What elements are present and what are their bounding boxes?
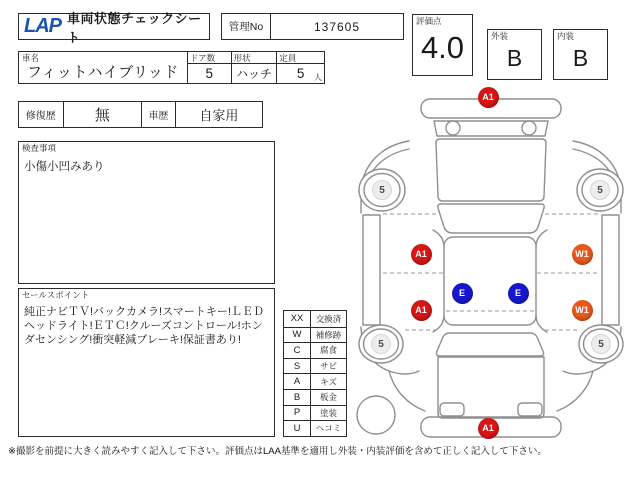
rear-window <box>436 333 543 356</box>
damage-legend-table <box>283 310 347 437</box>
damage-marker: A1 <box>411 244 432 265</box>
damage-marker: A1 <box>411 300 432 321</box>
interior-grade: B <box>572 45 589 71</box>
footer-note: ※撮影を前提に大きく読みやすく記入して下さい。評価点はLAA基準を適用し外装・内装評価を含めて正しく記入して下さい。 <box>8 446 547 457</box>
legend-code: XX <box>284 311 311 327</box>
score-value: 4.0 <box>420 30 465 65</box>
repair-history-value: 無 <box>64 102 142 127</box>
inspection-label: 検査事項 <box>22 143 57 153</box>
damage-marker: E <box>452 283 473 304</box>
tail-light-right <box>518 403 542 416</box>
legend-code: B <box>284 390 311 405</box>
legend-row <box>284 358 346 374</box>
car-history-value: 自家用 <box>199 108 239 123</box>
inspection-note: 小傷小凹みあり <box>24 161 105 173</box>
damage-marker: W1 <box>572 244 593 265</box>
sales-points-box <box>18 288 275 437</box>
exterior-grade: B <box>506 45 523 71</box>
front-light-right <box>522 121 536 135</box>
front-light-left <box>446 121 460 135</box>
sales-points-text: 純正ナビＴＶ!バックカメラ!スマートキー!ＬＥＤヘッドライト!ＥＴＣ!クルーズコントロール!ホンダセンシング!衝突軽減ブレーキ!保証書あり! <box>24 306 264 347</box>
damage-marker: E <box>508 283 529 304</box>
legend-row <box>284 311 346 327</box>
score-box <box>412 14 473 76</box>
capacity-value: 5 人 <box>296 66 322 82</box>
exterior-grade-box <box>487 29 542 80</box>
roof <box>444 237 536 325</box>
vehicle-name: フィットハイブリッド <box>27 64 179 81</box>
management-no-label: 管理No <box>222 14 271 39</box>
capacity-label: 定員 <box>277 52 324 64</box>
front-panel <box>434 121 548 136</box>
repair-history-label: 修復歴 <box>19 102 64 127</box>
legend-row <box>284 389 346 405</box>
tail-light-left <box>440 403 464 416</box>
legend-label: ヘコミ <box>315 423 342 434</box>
shape-value: ハッチ <box>235 67 272 81</box>
sill-right <box>602 215 619 325</box>
legend-row <box>284 420 346 436</box>
legend-label: 腐食 <box>319 345 337 356</box>
inspection-box <box>18 141 275 284</box>
legend-row <box>284 373 346 389</box>
interior-label: 内装 <box>557 31 575 41</box>
legend-label: 補修跡 <box>315 329 342 340</box>
legend-code: U <box>284 421 311 436</box>
sill-left <box>363 215 380 325</box>
wheel-rating-marker: 5 <box>371 334 391 354</box>
legend-row <box>284 327 346 343</box>
legend-row <box>284 405 346 421</box>
legend-label: 交換済 <box>315 313 342 324</box>
vehicle-name-cell <box>19 52 188 83</box>
car-history-label: 車歴 <box>142 102 176 127</box>
doors-cell <box>188 52 232 83</box>
doors-label: ドア数 <box>188 52 231 64</box>
management-no-box <box>221 13 404 40</box>
vehicle-name-label: 車名 <box>22 53 40 63</box>
capacity-unit: 人 <box>314 73 322 82</box>
lap-logo: LAP <box>24 15 61 37</box>
header-box <box>18 10 210 45</box>
sales-points-label: セールスポイント <box>22 290 90 300</box>
doors-value: 5 <box>205 66 213 81</box>
legend-label: サビ <box>319 361 337 372</box>
damage-marker: A1 <box>478 87 499 108</box>
legend-label: キズ <box>320 376 337 387</box>
windshield <box>438 204 544 233</box>
interior-grade-box <box>553 29 608 80</box>
legend-code: C <box>284 343 311 358</box>
hood <box>436 139 546 201</box>
history-table <box>18 101 263 128</box>
page-title: 車両状態チェックシート <box>67 10 202 45</box>
rear-hatch <box>438 357 544 418</box>
vehicle-table <box>18 51 325 84</box>
legend-code: W <box>284 328 311 343</box>
shape-label: 形状 <box>232 52 277 64</box>
legend-code: S <box>284 359 311 374</box>
wheel-rating-marker: 5 <box>372 180 392 200</box>
legend-code: A <box>284 374 311 389</box>
spare-tire <box>357 396 395 434</box>
legend-label: 塗装 <box>319 407 337 418</box>
legend-label: 板金 <box>319 392 337 403</box>
capacity-cell <box>277 52 324 83</box>
wheel-rating-marker: 5 <box>590 180 610 200</box>
shape-cell <box>232 52 278 83</box>
exterior-label: 外装 <box>491 31 509 41</box>
legend-row <box>284 342 346 358</box>
score-label: 評価点 <box>416 16 442 26</box>
damage-marker: W1 <box>572 300 593 321</box>
damage-marker: A1 <box>478 418 499 439</box>
legend-code: P <box>284 406 311 421</box>
wheel-rating-marker: 5 <box>591 334 611 354</box>
management-no-value: 137605 <box>313 19 361 34</box>
